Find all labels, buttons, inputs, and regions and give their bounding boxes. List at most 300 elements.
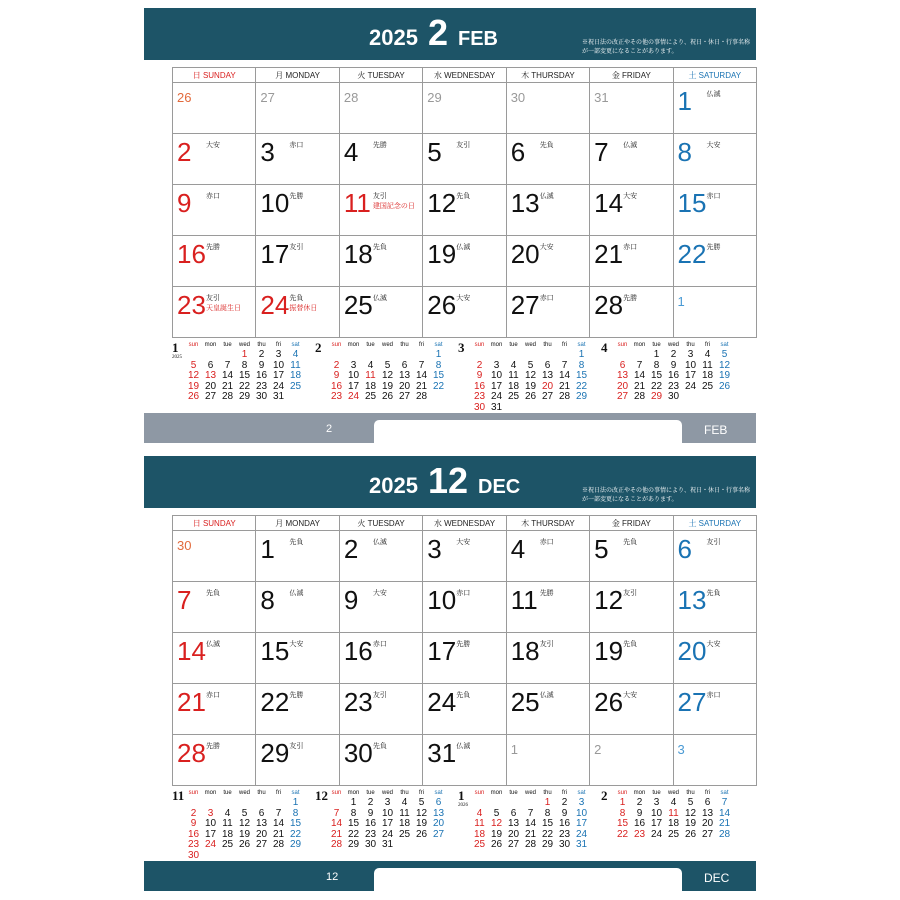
mini-day: 10 (490, 370, 503, 382)
rokuyo-label: 先勝 (206, 743, 220, 750)
mini-day: 18 (398, 818, 411, 830)
mini-day: 2 (636, 797, 643, 809)
mini-weekday: fri (419, 790, 424, 796)
day-cell[interactable] (173, 633, 256, 684)
day-cell[interactable] (423, 633, 506, 684)
mini-day: 4 (224, 807, 231, 819)
rokuyo-label: 仏滅 (539, 193, 554, 200)
mini-weekday: thu (543, 342, 552, 348)
mini-day (556, 403, 573, 414)
rokuyo-label: 大安 (539, 244, 554, 251)
rokuyo-label: 大安 (623, 692, 638, 699)
mini-day: 24 (650, 828, 663, 840)
mini-day: 13 (255, 818, 268, 830)
mini-day: 29 (541, 839, 554, 851)
mini-day: 1 (653, 349, 660, 361)
day-cell[interactable] (673, 83, 756, 134)
mini-day (219, 851, 236, 862)
mini-day: 12 (524, 370, 537, 382)
mini-day (522, 350, 539, 361)
day-number: 31 (594, 90, 609, 105)
mini-day: 11 (474, 818, 485, 830)
mini-day: 15 (575, 370, 588, 382)
day-cell[interactable] (256, 83, 339, 134)
day-cell[interactable] (423, 684, 506, 735)
mini-day: 10 (381, 807, 394, 819)
day-cell[interactable] (423, 83, 506, 134)
day-cell[interactable] (173, 134, 256, 185)
mini-day: 11 (365, 370, 376, 382)
day-cell[interactable] (673, 185, 756, 236)
day-cell[interactable] (506, 83, 589, 134)
day-number: 7 (594, 137, 609, 167)
month-grid (172, 67, 757, 338)
mini-day: 14 (718, 807, 731, 819)
mini-weekday: fri (276, 790, 281, 796)
mini-day: 18 (701, 370, 714, 382)
mini-weekday: sun (188, 342, 199, 348)
footer-month-abbr: DEC (704, 871, 730, 885)
header-month-number: 2 (427, 12, 448, 53)
mini-calendar-table (185, 340, 304, 403)
day-number: 2 (343, 534, 359, 564)
mini-day: 1 (435, 349, 442, 361)
day-cell[interactable] (423, 134, 506, 185)
day-cell[interactable] (339, 531, 422, 582)
day-number: 21 (594, 239, 624, 269)
rokuyo-label: 仏滅 (456, 244, 471, 251)
mini-weekday: mon (633, 342, 646, 348)
day-cell[interactable] (423, 735, 506, 786)
day-number: 23 (343, 687, 373, 717)
mini-day: 16 (187, 828, 200, 840)
day-cell[interactable] (423, 582, 506, 633)
mini-day: 12 (415, 807, 428, 819)
mini-day: 4 (401, 797, 408, 809)
mini-weekday: wed (238, 342, 250, 348)
day-cell[interactable] (173, 287, 256, 338)
rokuyo-label: 大安 (456, 295, 471, 302)
rokuyo-label: 先勝 (372, 142, 387, 149)
day-cell[interactable] (506, 134, 589, 185)
day-cell[interactable] (506, 185, 589, 236)
day-cell[interactable] (256, 531, 339, 582)
day-cell[interactable] (673, 582, 756, 633)
header-year: 2025 (369, 25, 418, 50)
rokuyo-label: 友引 (289, 743, 304, 750)
mini-month-number: 2 (315, 340, 322, 355)
mini-day: 23 (255, 380, 268, 392)
mini-day: 11 (399, 807, 410, 819)
day-cell[interactable] (339, 236, 422, 287)
mini-day: 8 (653, 359, 660, 371)
day-number: 10 (427, 585, 457, 615)
mini-day: 29 (650, 391, 663, 403)
rokuyo-label: 仏滅 (623, 142, 638, 149)
day-cell[interactable] (506, 633, 589, 684)
mini-day: 24 (684, 380, 697, 392)
rokuyo-label: 友引 (456, 142, 471, 149)
mini-day: 9 (670, 359, 677, 371)
mini-day (522, 798, 539, 809)
day-cell[interactable] (506, 287, 589, 338)
mini-week-row (328, 798, 447, 809)
day-cell[interactable] (590, 185, 673, 236)
holiday-note: ※祝日法の改正やその他の事情により、祝日・休日・行事名称が一部変更になることがあります。 (582, 40, 751, 55)
day-cell[interactable] (339, 633, 422, 684)
mini-day: 19 (524, 380, 537, 392)
day-cell[interactable] (173, 236, 256, 287)
day-cell[interactable] (423, 287, 506, 338)
mini-day: 3 (653, 797, 660, 809)
mini-day: 14 (524, 818, 537, 830)
mini-year: 2025 (172, 355, 182, 360)
rokuyo-label: 先負 (372, 244, 387, 251)
mini-day (573, 403, 590, 414)
day-cell[interactable] (673, 735, 756, 786)
mini-day: 9 (476, 370, 483, 382)
day-number: 3 (260, 137, 275, 167)
rokuyo-label: 赤口 (539, 295, 554, 302)
mini-day: 25 (701, 380, 714, 392)
mini-day: 28 (415, 391, 428, 403)
mini-day: 17 (684, 370, 697, 382)
weekday-header: 金 FRIDAY (590, 516, 673, 531)
day-cell[interactable] (673, 287, 756, 338)
mini-day: 19 (415, 818, 428, 830)
mini-day: 10 (272, 359, 285, 371)
mini-day: 18 (221, 828, 234, 840)
rokuyo-label: 先勝 (206, 244, 220, 251)
mini-day: 9 (636, 807, 643, 819)
mini-day: 21 (415, 380, 428, 392)
mini-day: 8 (619, 807, 626, 819)
mini-week-row (471, 392, 590, 403)
mini-day: 30 (255, 391, 268, 403)
day-number: 16 (177, 239, 206, 269)
day-number: 23 (177, 290, 206, 320)
weekday-header: 水 WEDNESDAY (423, 516, 506, 531)
mini-weekday: fri (562, 342, 567, 348)
mini-day: 6 (704, 797, 711, 809)
day-cell[interactable] (339, 83, 422, 134)
day-cell[interactable] (339, 287, 422, 338)
day-number: 30 (343, 738, 373, 768)
day-number: 14 (177, 636, 206, 666)
day-cell[interactable] (673, 633, 756, 684)
mini-day: 10 (347, 370, 360, 382)
day-cell[interactable] (673, 236, 756, 287)
mini-weekday: thu (543, 790, 552, 796)
mini-weekday: mon (347, 790, 360, 796)
mini-day: 14 (330, 818, 343, 830)
mini-day (202, 350, 219, 361)
mini-day: 8 (435, 359, 442, 371)
rokuyo-label: 先負 (206, 590, 220, 597)
mini-day: 7 (275, 807, 282, 819)
day-cell[interactable] (256, 633, 339, 684)
day-number: 3 (677, 742, 685, 757)
holiday-name: 天皇誕生日 (206, 305, 241, 312)
mini-day: 17 (272, 370, 285, 382)
day-number: 1 (677, 86, 692, 116)
day-cell[interactable] (423, 531, 506, 582)
mini-day: 16 (633, 818, 646, 830)
mini-day: 7 (636, 359, 643, 371)
mini-weekday: mon (633, 790, 646, 796)
rokuyo-label: 大安 (623, 193, 638, 200)
mini-day: 27 (701, 828, 714, 840)
mini-week-row (614, 392, 733, 403)
day-number: 30 (510, 90, 526, 105)
day-number: 29 (260, 738, 290, 768)
mini-day: 21 (330, 828, 343, 840)
mini-day (614, 350, 631, 361)
mini-day (270, 851, 287, 862)
day-cell[interactable] (173, 531, 256, 582)
day-cell[interactable] (673, 684, 756, 735)
mini-weekday: sat (291, 790, 300, 796)
mini-day: 19 (381, 380, 394, 392)
footer-month-abbr: FEB (704, 423, 728, 437)
mini-day: 30 (558, 839, 571, 851)
day-cell[interactable] (423, 185, 506, 236)
rokuyo-label: 大安 (289, 641, 304, 648)
mini-day: 21 (221, 380, 234, 392)
mini-weekday: mon (490, 342, 503, 348)
day-cell[interactable] (173, 582, 256, 633)
mini-month-number: 2 (601, 788, 608, 803)
mini-day (430, 392, 447, 403)
weekday-header: 火 TUESDAY (339, 516, 422, 531)
day-cell[interactable] (339, 735, 422, 786)
mini-day (185, 350, 202, 361)
page-footer (144, 413, 756, 443)
mini-day: 7 (333, 807, 340, 819)
month-title (369, 460, 520, 502)
rokuyo-label: 先負 (289, 539, 304, 546)
rokuyo-label: 大安 (456, 539, 471, 546)
day-cell[interactable] (339, 185, 422, 236)
mini-day: 22 (289, 828, 302, 840)
mini-week-row (185, 798, 304, 809)
day-cell[interactable] (506, 684, 589, 735)
mini-day: 15 (650, 370, 663, 382)
day-cell[interactable] (590, 633, 673, 684)
rokuyo-label: 大安 (372, 590, 387, 597)
day-cell[interactable] (506, 236, 589, 287)
day-cell[interactable] (590, 83, 673, 134)
mini-month-number: 1 (172, 340, 179, 355)
day-number: 30 (177, 538, 192, 553)
mini-day: 18 (667, 818, 680, 830)
day-cell[interactable] (256, 287, 339, 338)
mini-weekday: sun (331, 790, 342, 796)
mini-weekday: sun (474, 790, 485, 796)
mini-day: 8 (578, 359, 585, 371)
day-cell[interactable] (590, 134, 673, 185)
rokuyo-label: 先勝 (456, 641, 471, 648)
mini-day: 7 (721, 797, 728, 809)
mini-day: 3 (275, 349, 282, 361)
day-number: 26 (427, 290, 457, 320)
day-cell[interactable] (256, 684, 339, 735)
day-number: 20 (510, 239, 540, 269)
day-number: 12 (594, 585, 624, 615)
day-cell[interactable] (590, 582, 673, 633)
mini-day: 15 (289, 818, 302, 830)
mini-day: 24 (381, 828, 394, 840)
mini-day (430, 840, 447, 851)
mini-day: 26 (415, 828, 428, 840)
mini-day: 31 (575, 839, 588, 851)
day-cell[interactable] (256, 185, 339, 236)
mini-weekday: sat (434, 790, 443, 796)
mini-day: 26 (718, 380, 731, 392)
rokuyo-label: 先勝 (623, 295, 638, 302)
mini-day (270, 798, 287, 809)
mini-day: 18 (289, 370, 302, 382)
mini-calendar-table (614, 788, 733, 840)
mini-weekday: fri (562, 790, 567, 796)
mini-day: 22 (575, 380, 588, 392)
day-number: 27 (260, 90, 275, 105)
mini-day: 11 (702, 359, 713, 371)
rokuyo-label: 仏滅 (706, 91, 721, 98)
day-number: 27 (677, 687, 707, 717)
mini-day (539, 403, 556, 414)
day-cell[interactable] (506, 582, 589, 633)
day-cell[interactable] (673, 134, 756, 185)
mini-day: 24 (272, 380, 285, 392)
mini-day: 28 (272, 839, 285, 851)
mini-calendar-table (328, 340, 447, 403)
mini-weekday: sun (474, 342, 485, 348)
mini-day: 11 (508, 370, 519, 382)
mini-week-row (614, 830, 733, 841)
mini-day: 23 (558, 828, 571, 840)
footer-month-number: 12 (326, 871, 339, 883)
rokuyo-label: 先勝 (289, 692, 304, 699)
day-cell[interactable] (506, 735, 589, 786)
day-cell[interactable] (173, 83, 256, 134)
day-number: 15 (260, 636, 290, 666)
day-cell[interactable] (256, 735, 339, 786)
day-cell[interactable] (256, 236, 339, 287)
rokuyo-label: 友引 (372, 193, 387, 200)
mini-weekday: thu (686, 790, 695, 796)
mini-day: 9 (561, 807, 568, 819)
mini-day (488, 350, 505, 361)
day-cell[interactable] (173, 185, 256, 236)
mini-day: 7 (418, 359, 425, 371)
mini-weekday: tue (509, 342, 518, 348)
weekday-header: 月 MONDAY (256, 68, 339, 83)
day-number: 14 (594, 188, 624, 218)
day-cell[interactable] (339, 582, 422, 633)
weekday-header: 土 SATURDAY (673, 516, 756, 531)
mini-weekday: mon (204, 342, 217, 348)
mini-weekday: wed (238, 790, 250, 796)
mini-day: 5 (418, 797, 425, 809)
mini-day (716, 392, 733, 403)
mini-day: 9 (258, 359, 265, 371)
week-row (173, 236, 757, 287)
mini-day (556, 350, 573, 361)
day-number: 8 (260, 585, 275, 615)
mini-day: 6 (435, 797, 442, 809)
mini-day (236, 851, 253, 862)
mini-weekday: tue (652, 790, 661, 796)
day-cell[interactable] (590, 287, 673, 338)
day-cell[interactable] (673, 531, 756, 582)
mini-day (505, 350, 522, 361)
day-cell[interactable] (339, 134, 422, 185)
mini-calendar-table (185, 788, 304, 861)
month-grid (172, 515, 757, 786)
mini-day: 30 (364, 839, 377, 851)
mini-day: 23 (633, 828, 646, 840)
mini-day: 12 (718, 359, 731, 371)
day-cell[interactable] (173, 735, 256, 786)
mini-day (287, 851, 304, 862)
mini-day: 13 (398, 370, 411, 382)
day-cell[interactable] (590, 735, 673, 786)
day-number: 11 (510, 585, 538, 615)
rokuyo-label: 赤口 (289, 142, 304, 149)
day-cell[interactable] (590, 684, 673, 735)
mini-day: 27 (398, 391, 411, 403)
day-cell[interactable] (423, 236, 506, 287)
day-cell[interactable] (173, 684, 256, 735)
day-cell[interactable] (256, 582, 339, 633)
mini-day: 1 (544, 797, 551, 809)
day-number: 15 (677, 188, 707, 218)
rokuyo-label: 仏滅 (372, 539, 387, 546)
day-number: 2 (177, 137, 192, 167)
weekday-header: 金 FRIDAY (590, 68, 673, 83)
rokuyo-label: 友引 (289, 244, 304, 251)
day-number: 28 (343, 90, 359, 105)
week-row (173, 83, 757, 134)
mini-day (471, 350, 488, 361)
day-cell[interactable] (590, 531, 673, 582)
mini-day: 6 (401, 359, 408, 371)
mini-day: 14 (221, 370, 234, 382)
day-cell[interactable] (256, 134, 339, 185)
day-cell[interactable] (506, 531, 589, 582)
mini-day: 24 (490, 391, 503, 403)
mini-weekday: sun (188, 790, 199, 796)
mini-day: 2 (561, 797, 568, 809)
mini-day: 2 (258, 349, 265, 361)
mini-weekday: fri (705, 342, 710, 348)
day-cell[interactable] (590, 236, 673, 287)
day-number: 27 (510, 290, 540, 320)
mini-day: 29 (238, 391, 251, 403)
mini-day: 20 (432, 818, 445, 830)
rokuyo-label: 先勝 (289, 193, 304, 200)
day-number: 17 (260, 239, 290, 269)
mini-day: 2 (190, 807, 197, 819)
mini-calendar-table (471, 340, 590, 413)
rokuyo-label: 仏滅 (372, 295, 387, 302)
mini-weekday: thu (257, 342, 266, 348)
mini-day (505, 798, 522, 809)
weekday-header: 木 THURSDAY (506, 516, 589, 531)
mini-day: 25 (221, 839, 234, 851)
day-cell[interactable] (339, 684, 422, 735)
